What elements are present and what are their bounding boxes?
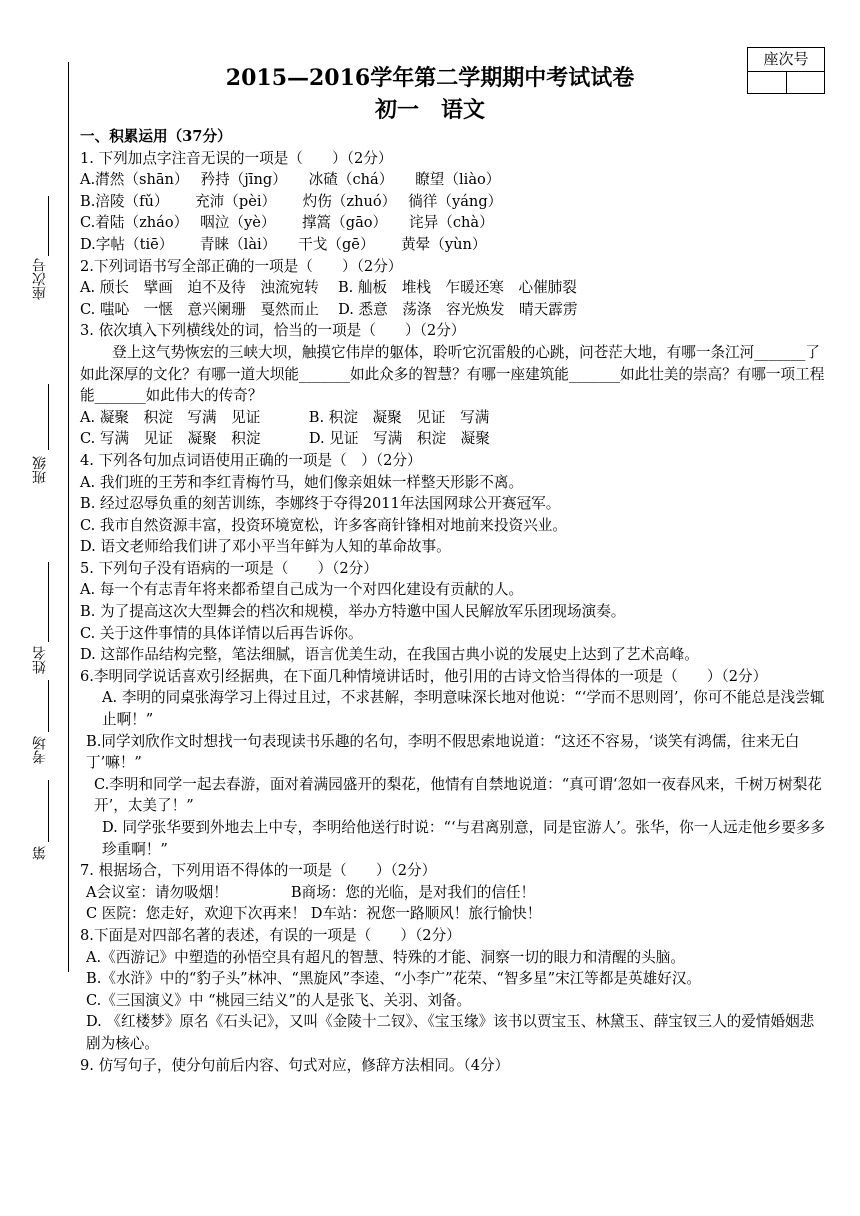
exam-line: 9. 仿写句子，使分句前后内容、句式对应，修辞方法相同。（4分） xyxy=(80,1056,510,1074)
exam-line: A.《西游记》中塑造的孙悟空具有超凡的智慧、特殊的才能、洞察一切的眼力和清醒的头脑。 xyxy=(86,948,685,966)
exam-line: C.着陆（zháo） 咽泣（yè） 撑篙（gāo） 诧异（chà） xyxy=(80,214,494,232)
exam-line: D. 《红楼梦》原名《石头记》，又叫《金陵十二钗》、《宝玉缘》该书以贾宝玉、林黛玉、薛宝钗三人的爱情婚姻悲剧为核心。 xyxy=(86,1013,815,1052)
exam-line: 2.下列词语书写全部正确的一项是（ ）（2分） xyxy=(80,257,403,275)
exam-line: B. 为了提高这次大型舞会的档次和规模，举办方特邀中国人民解放军乐团现场演奏。 xyxy=(80,603,626,621)
margin-blank-no xyxy=(48,780,49,842)
margin-label-room: 考场 xyxy=(32,736,48,764)
exam-line: B.涪陵（fǔ） 充沛（pèi） 灼伤（zhuó） 徜徉（yáng） xyxy=(80,192,503,210)
exam-line: 4. 下列各句加点词语使用正确的一项是（ ）（2分） xyxy=(80,451,422,469)
exam-line: C. 我市自然资源丰富，投资环境宽松，许多客商针锋相对地前来投资兴业。 xyxy=(80,516,567,534)
exam-line: C.李明和同学一起去春游，面对着满园盛开的梨花，他情有自禁地说道：“真可谓‘忽如一夜春风来，千树万树梨花开’，太美了！” xyxy=(94,775,822,815)
exam-line: D. 语文老师给我们讲了邓小平当年鲜为人知的革命故事。 xyxy=(80,538,451,556)
exam-line: 登上这气势恢宏的三峡大坝，触摸它伟岸的躯体，聆听它沉雷般的心跳，问苍茫大地，有哪一条江河_______了如此深厚的文化？有哪一道大坝能_______如此众多的智慧？有哪一座建筑能_______如此壮美的崇高？有哪一项工程能_______如此伟大的传奇？ xyxy=(80,343,825,405)
exam-subtitle: 初一 语文 xyxy=(374,97,485,123)
exam-line: C.《三国演义》中 “桃园三结义”的人是张飞、关羽、刘备。 xyxy=(86,991,472,1009)
exam-line: A. 每一个有志青年将来都希望自己成为一个对四化建设有贡献的人。 xyxy=(80,581,524,599)
exam-line: 7. 根据场合，下列用语不得体的一项是（ ）（2分） xyxy=(80,862,437,880)
margin-blank-room xyxy=(48,680,49,732)
exam-line: C. 写满 见证 凝聚 积淀 D. 见证 写满 积淀 凝聚 xyxy=(80,430,490,448)
exam-line: B.同学刘欣作文时想找一句表现读书乐趣的名句，李明不假思索地说道：“这还不容易，‘谈笑有鸿儒，往来无白丁’嘛！” xyxy=(86,732,800,772)
exam-line: C. 嗤吣 一惬 意兴阑珊 戛然而止 D. 悉意 荡涤 容光焕发 晴天霹雳 xyxy=(80,300,578,318)
exam-line: A. 李明的同桌张海学习上得过且过，不求甚解，李明意味深长地对他说：“‘学而不思则罔’，你可不能总是浅尝辄止啊！” xyxy=(102,689,825,729)
exam-line: 8.下面是对四部名著的表述，有误的一项是（ ）（2分） xyxy=(80,926,461,944)
exam-line: D. 同学张华要到外地去上中专，李明给他送行时说：“‘与君离别意，同是宦游人’。张华，你一人远走他乡要多多珍重啊！” xyxy=(102,819,826,858)
exam-line: A. 凝聚 积淀 写满 见证 B. 积淀 凝聚 见证 写满 xyxy=(80,408,490,426)
exam-line: A.潸然（shān） 矜持（jīng） 冰碴（chá） 瞭望（liào） xyxy=(80,171,501,189)
exam-line: 1. 下列加点字注音无误的一项是（ ）（2分） xyxy=(80,149,393,167)
section-heading: 一、积累运用（37分） xyxy=(80,128,232,145)
exam-line: A. 我们班的王芳和李红青梅竹马，她们像亲姐妹一样整天形影不离。 xyxy=(80,473,524,491)
exam-line: A会议室：请勿吸烟！ B商场：您的光临，是对我们的信任！ xyxy=(86,883,536,901)
exam-line: B.《水浒》中的“豹子头”林冲、“黑旋风”李逵、“小李广”花荣、“智多星”宋江等都是英雄好汉。 xyxy=(86,970,702,988)
exam-line: C 医院：您走好，欢迎下次再来！ D车站：祝您一路顺风！旅行愉快！ xyxy=(86,905,542,923)
exam-title: 2015—2016学年第二学期期中考试试卷 xyxy=(225,65,635,91)
exam-line: A. 颀长 擘画 迫不及待 浊流宛转 B. 舢板 堆栈 乍暖还寒 心催肺裂 xyxy=(80,279,577,297)
exam-line: B. 经过忍辱负重的刻苦训练，李娜终于夺得2011年法国网球公开赛冠军。 xyxy=(80,495,561,513)
exam-line: D. 这部作品结构完整，笔法细腻，语言优美生动，在我国古典小说的发展史上达到了艺术高峰。 xyxy=(80,646,699,664)
margin-label-class: 班级 xyxy=(32,456,48,484)
margin-blank-seat xyxy=(48,196,49,256)
exam-line: 6.李明同学说话喜欢引经据典，在下面几种情境讲话时，他引用的古诗文恰当得体的一项是（ ）（2分） xyxy=(80,667,768,685)
margin-label-name: 姓名 xyxy=(32,646,48,674)
exam-body xyxy=(80,126,826,1076)
exam-line: 3. 依次填入下列横线处的词，恰当的一项是（ ）（2分） xyxy=(80,322,466,340)
binding-line xyxy=(68,62,69,972)
margin-label-no: 第 xyxy=(32,846,48,860)
exam-line: C. 关于这件事情的具体详情以后再告诉你。 xyxy=(80,624,363,642)
exam-line: D.字帖（tiē） 青睐（lài） 干戈（gē） 黄晕（yùn） xyxy=(80,235,487,253)
exam-line: 5. 下列句子没有语病的一项是（ ）（2分） xyxy=(80,559,378,577)
margin-label-seat: 座次号 xyxy=(32,258,48,300)
margin-blank-name xyxy=(48,562,49,642)
seat-number-label: 座次号 xyxy=(748,48,824,72)
margin-blank-class xyxy=(48,384,49,450)
